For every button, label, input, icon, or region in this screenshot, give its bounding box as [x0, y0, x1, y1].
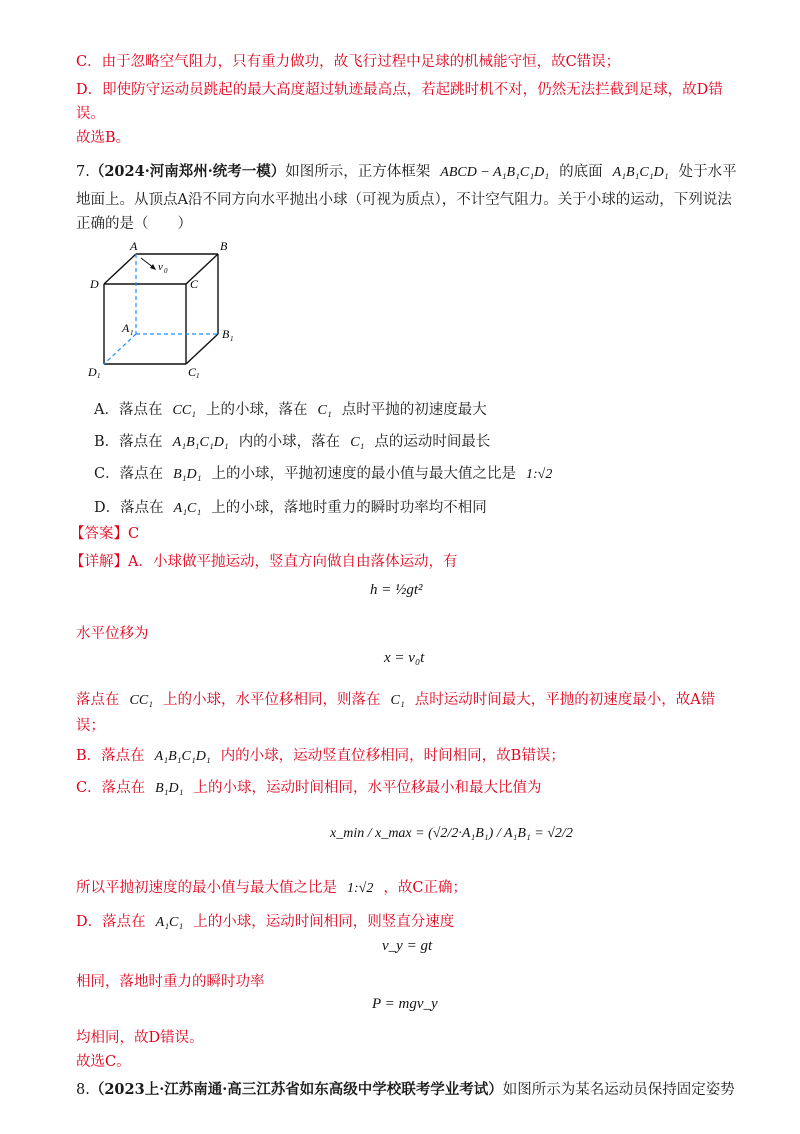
analysis-d: [76, 912, 454, 933]
option-a-math1: CC₁: [172, 403, 197, 418]
analysis-c-end: 上的小球，运动时间相同，水平位移最小和最大比值为: [193, 780, 542, 796]
detail-tag: 【详解】: [70, 554, 128, 570]
q7-base-name: A₁B₁C₁D₁: [612, 165, 669, 180]
analysis-d2: 相同，落地时重力的瞬时功率: [76, 974, 265, 990]
option-c-math2: 1:√2: [526, 467, 553, 482]
option-b-label: B．落点在: [94, 434, 163, 450]
q7-line3: 正确的是（ ）: [76, 216, 192, 232]
analysis-d-math: A₁C₁: [155, 915, 184, 930]
option-b: [94, 432, 490, 453]
choose-c: 故选C。: [76, 1054, 131, 1070]
edge-ad: [104, 254, 136, 284]
q7-frame-name: ABCD − A₁B₁C₁D₁: [440, 165, 550, 180]
option-a-math2: C₁: [317, 403, 332, 418]
formula-x: x = v₀t: [384, 650, 425, 666]
edge-c1b1: [186, 334, 218, 364]
formula-vy: v_y = gt: [382, 938, 433, 954]
q7-text2: 的底面: [559, 164, 603, 180]
analysis-c2-end: ，故C正确；: [383, 880, 467, 896]
option-b-mid: 内的小球，落在: [238, 434, 341, 450]
analysis-a-line2: 误；: [76, 718, 105, 734]
option-d-label: D．落点在: [94, 500, 164, 516]
option-b-math1: A₁B₁C₁D₁: [172, 435, 229, 450]
option-d-prev-line2: 误。: [76, 106, 105, 122]
label-b1-sub: 1: [230, 335, 234, 343]
analysis-c2-pre: 所以平抛初速度的最小值与最大值之比是: [76, 880, 337, 896]
edge-a1d1-hidden: [104, 334, 136, 364]
option-c-prev: C．由于忽略空气阻力，只有重力做功，故飞行过程中足球的机械能守恒，故C错误；: [76, 54, 621, 70]
option-d-math1: A₁C₁: [173, 501, 202, 516]
q7-text1: 如图所示，正方体框架: [285, 164, 431, 180]
analysis-a-mid: 上的小球，水平位移相同，则落在: [163, 692, 381, 708]
analysis-c-math: B₁D₁: [155, 781, 184, 796]
option-a: [94, 400, 487, 421]
option-a-label: A．落点在: [94, 402, 163, 418]
analysis-d-end: 上的小球，运动时间相同，则竖直分速度: [193, 914, 455, 930]
label-a: A: [130, 239, 138, 253]
formula-p: P = mgv_y: [372, 996, 438, 1012]
label-d1-sub: 1: [97, 372, 101, 378]
q7-source: （2024·河南郑州·统考一模）: [89, 163, 286, 180]
analysis-a-math2: C₁: [390, 693, 405, 708]
analysis-a-math1: CC₁: [129, 693, 154, 708]
option-a-end: 点时平抛的初速度最大: [341, 402, 487, 418]
analysis-b-pre: B．落点在: [76, 748, 145, 764]
q7-line1: [76, 162, 737, 183]
analysis-d3: 均相同，故D错误。: [76, 1030, 204, 1046]
detail-a: [70, 552, 457, 572]
option-c-label: C．落点在: [94, 466, 164, 482]
analysis-c-pre: C．落点在: [76, 780, 146, 796]
analysis-d-pre: D．落点在: [76, 914, 146, 930]
label-a1-sub: 1: [130, 329, 134, 337]
analysis-b: [76, 746, 565, 767]
q8-number: 8.: [76, 1082, 90, 1098]
label-c: C: [190, 277, 199, 291]
option-b-end: 点的运动时间最长: [374, 434, 491, 450]
q7-number: 7.: [76, 164, 90, 180]
q8-source: （2023上·江苏南通·高三江苏省如东高级中学校联考学业考试）: [89, 1081, 503, 1098]
analysis-c: [76, 778, 542, 799]
q7-line2: 地面上。从顶点A沿不同方向水平抛出小球（可视为质点），不计空气阻力。关于小球的运动，下列说法: [76, 192, 732, 208]
label-c1: C: [188, 365, 197, 378]
analysis-a-pre: 落点在: [76, 692, 120, 708]
formula-h: h = ½gt²: [370, 582, 423, 598]
label-c1-sub: 1: [196, 372, 200, 378]
option-c-math1: B₁D₁: [173, 467, 202, 482]
ratio-formula: x_min / x_max = (√2/2·A₁B₁) / A₁B₁ = √2/2: [330, 826, 573, 841]
analysis-b-end: 内的小球，运动竖直位移相同，时间相同，故B错误；: [220, 748, 565, 764]
option-d-prev-line1: D．即使防守运动员跳起的最大高度超过轨迹最高点，若起跳时机不对，仍然无法拦截到足球，故D错: [76, 82, 723, 98]
option-a-mid: 上的小球，落在: [206, 402, 308, 418]
choose-b: 故选B。: [76, 130, 131, 146]
label-d1: D: [88, 365, 97, 378]
horizontal-displacement: 水平位移为: [76, 626, 149, 642]
analysis-c2: [76, 878, 467, 899]
answer: 【答案】C: [70, 526, 140, 542]
option-c-mid: 上的小球，平抛初速度的最小值与最大值之比是: [211, 466, 517, 482]
label-d: D: [90, 277, 99, 291]
option-c: [94, 464, 562, 485]
q8-line1: [76, 1080, 735, 1100]
analysis-c2-math: 1:√2: [347, 881, 374, 896]
analysis-a-line1: [76, 690, 715, 711]
v0-arrowhead: [150, 264, 156, 270]
label-v0-sub: 0: [164, 267, 168, 275]
option-d: [94, 498, 487, 519]
label-b1: B: [222, 327, 230, 341]
label-v0: v: [158, 261, 163, 273]
q8-text: 如图所示为某名运动员保持固定姿势: [502, 1082, 735, 1098]
q7-text3: 处于水平: [678, 164, 737, 180]
cube-figure: [84, 238, 244, 378]
analysis-b-math: A₁B₁C₁D₁: [154, 749, 211, 764]
analysis-a-end: 点时运动时间最大，平抛的初速度最小，故A错: [414, 692, 716, 708]
option-d-mid: 上的小球，落地时重力的瞬时功率均不相同: [211, 500, 487, 516]
label-b: B: [220, 239, 228, 253]
option-b-math2: C₁: [350, 435, 365, 450]
label-a1: A: [122, 321, 130, 335]
detail-a-text: A．小球做平抛运动，竖直方向做自由落体运动，有: [128, 554, 458, 570]
